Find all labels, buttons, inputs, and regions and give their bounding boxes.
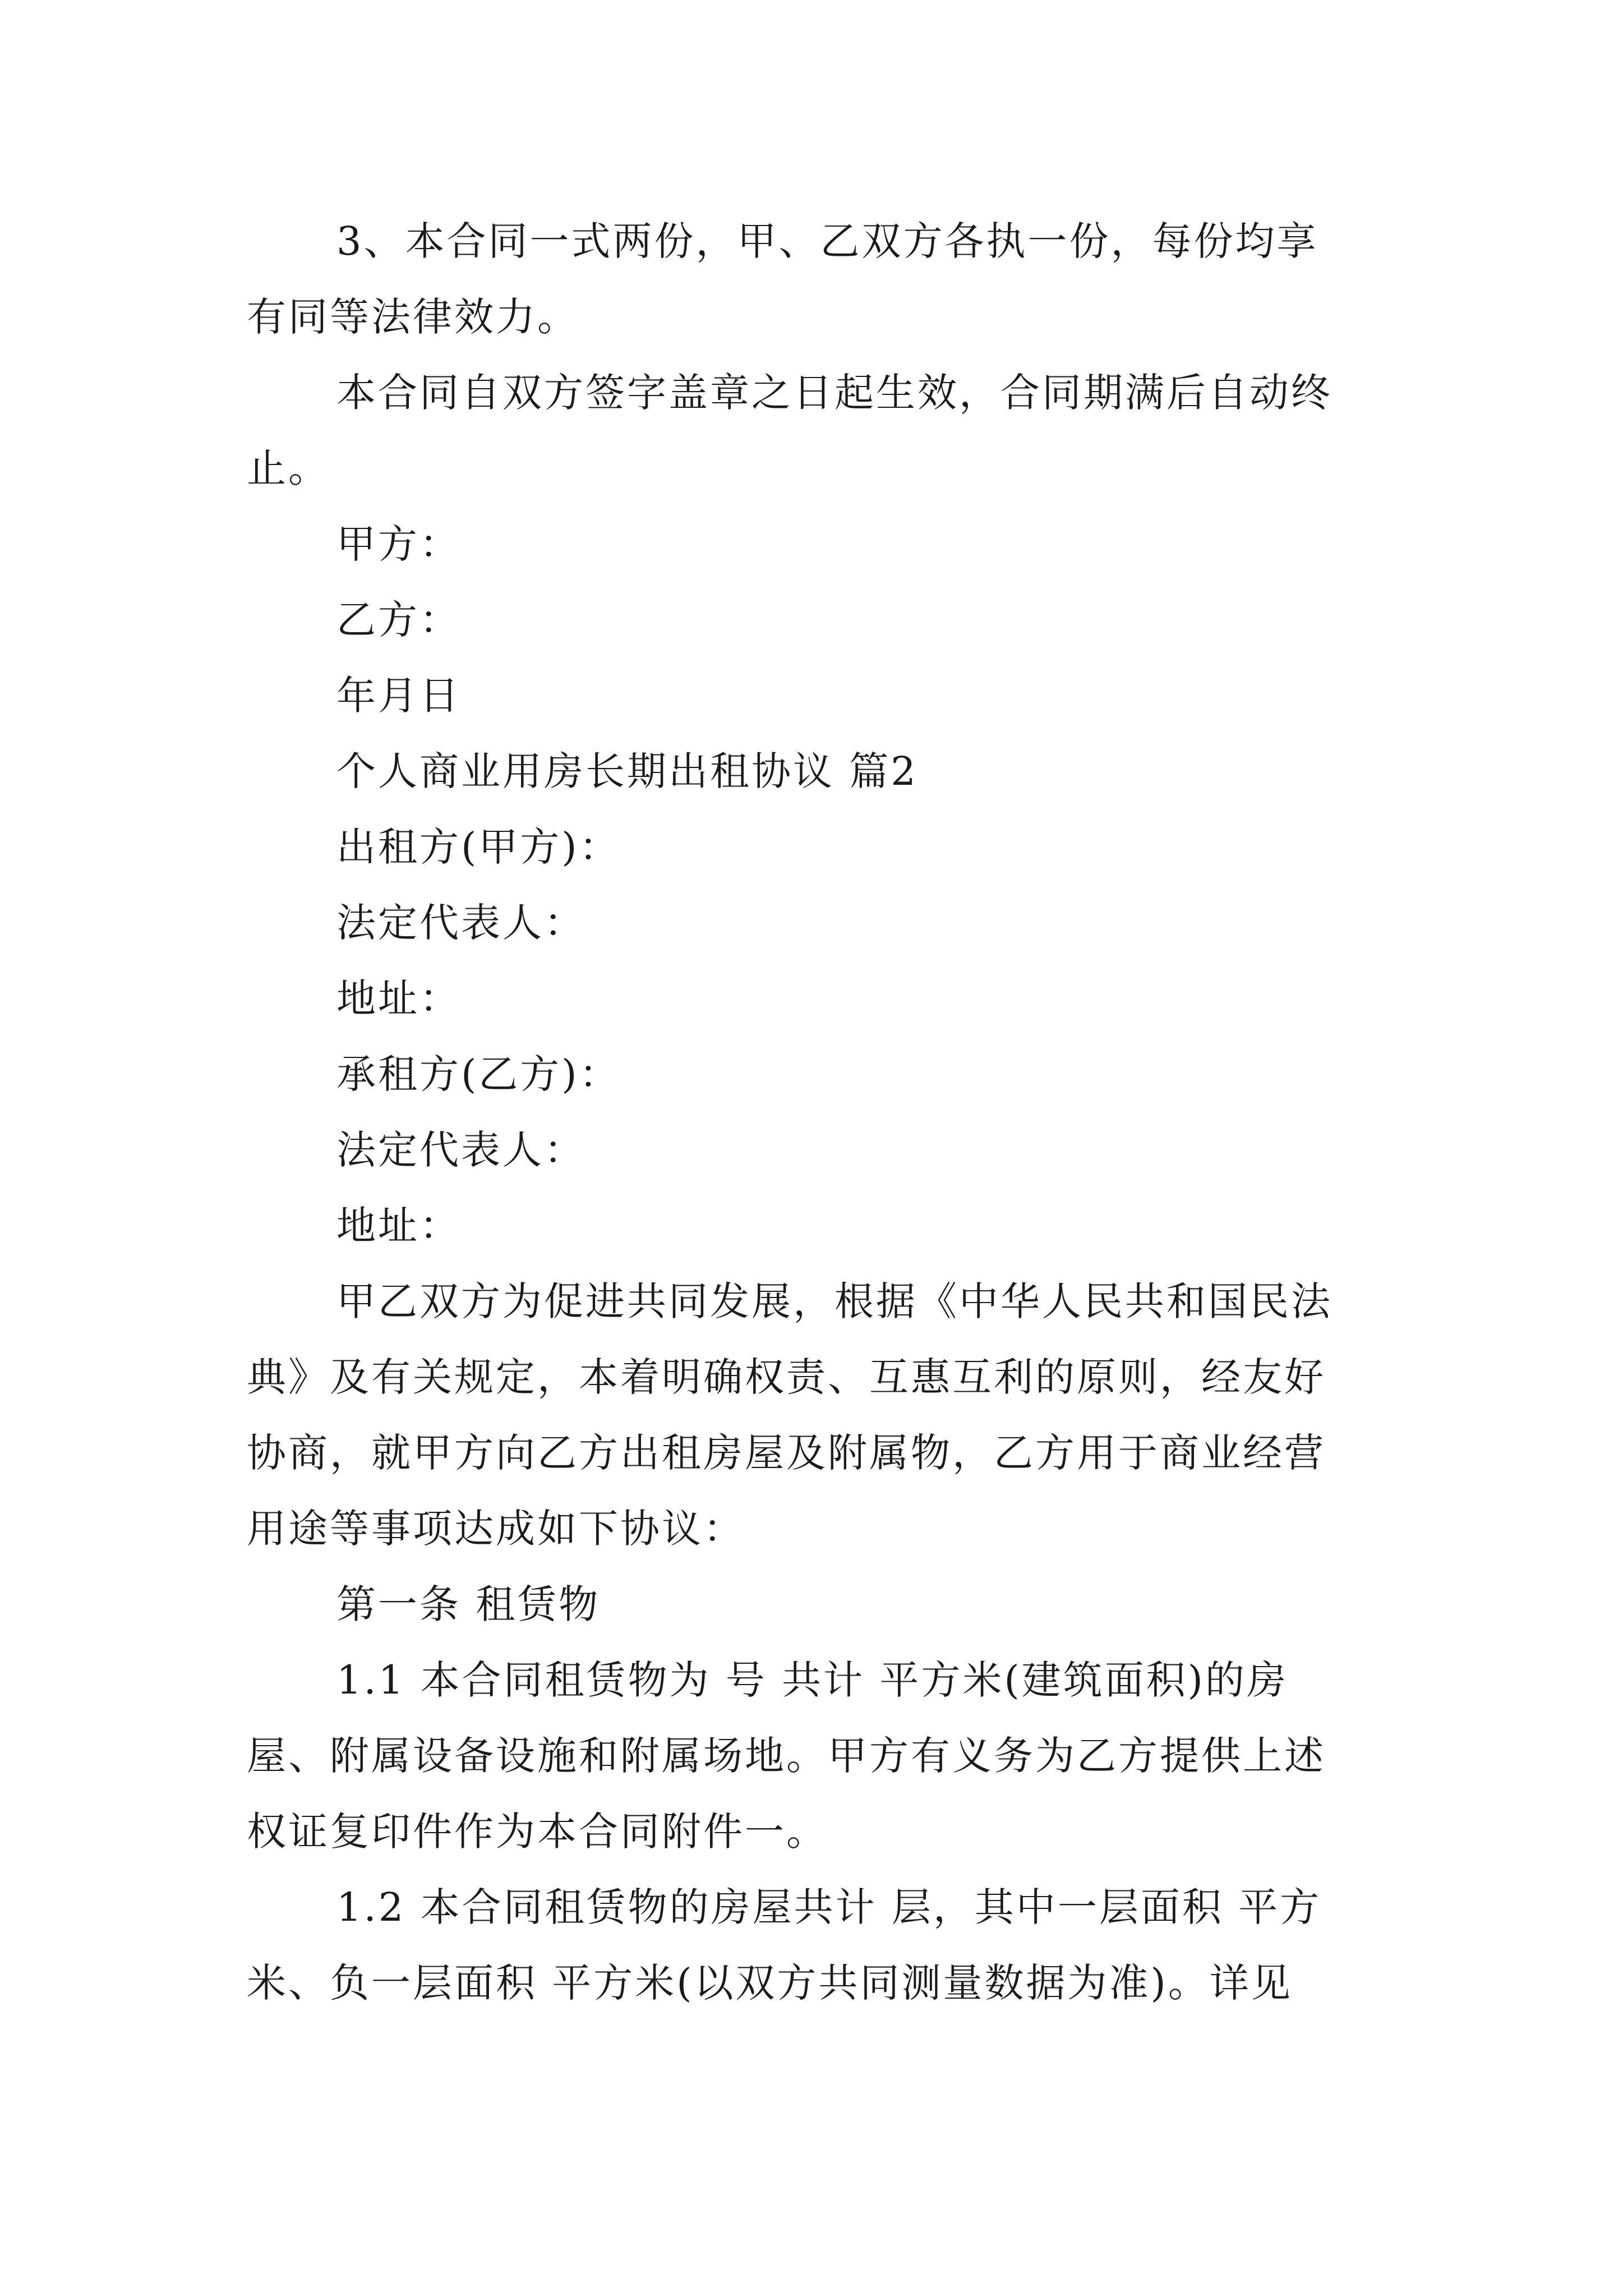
paragraph-line: 1.1 本合同租赁物为 号 共计 平方米(建筑面积)的房 [336,1657,1288,1703]
address-label: 地址： [336,976,461,1022]
legal-representative-label: 法定代表人： [336,1127,585,1173]
paragraph-line: 甲乙双方为促进共同发展，根据《中华人民共和国民法 [336,1278,1332,1324]
paragraph-line: 有同等法律效力。 [247,294,579,340]
lessee-label: 承租方(乙方)： [336,1051,621,1097]
paragraph-line: 权证复印件作为本合同附件一。 [247,1809,828,1855]
signature-date: 年月日 [336,673,461,719]
signature-party-a: 甲方： [336,521,461,567]
paragraph-line: 止。 [247,445,330,491]
paragraph-line: 米、负一层面积 平方米(以双方共同测量数据为准)。详见 [247,1960,1293,2006]
section-heading: 个人商业用房长期出租协议 篇2 [336,748,918,794]
paragraph-line: 协商，就甲方向乙方出租房屋及附属物，乙方用于商业经营 [247,1430,1326,1476]
paragraph-line: 3、本合同一式两份，甲、乙双方各执一份，每份均享 [336,218,1318,264]
paragraph-line: 屋、附属设备设施和附属场地。甲方有义务为乙方提供上述 [247,1733,1326,1779]
paragraph-line: 1.2 本合同租赁物的房屋共计 层，其中一层面积 平方 [336,1884,1322,1930]
address-label: 地址： [336,1203,461,1249]
lessor-label: 出租方(甲方)： [336,824,621,870]
signature-party-b: 乙方： [336,597,461,643]
paragraph-line: 本合同自双方签字盖章之日起生效，合同期满后自动终 [336,370,1332,416]
paragraph-line: 典》及有关规定，本着明确权责、互惠互利的原则，经友好 [247,1354,1326,1400]
legal-representative-label: 法定代表人： [336,900,585,946]
article-heading: 第一条 租赁物 [336,1581,601,1627]
paragraph-line: 用途等事项达成如下协议： [247,1506,745,1552]
